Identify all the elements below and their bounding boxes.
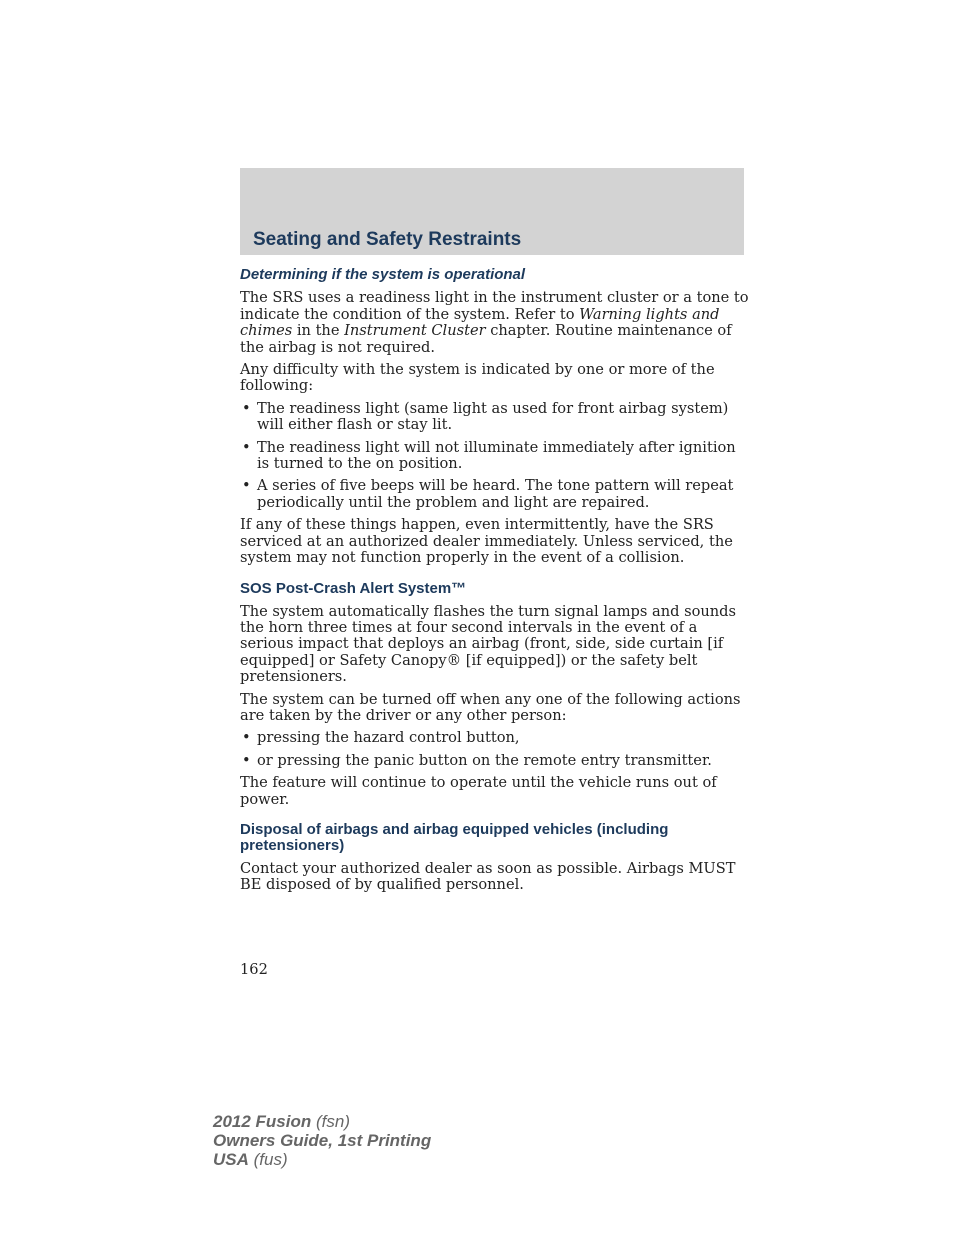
list-item: • A series of five beeps will be heard. The tone pattern will repeat periodically until the problem and light are repaired. (240, 478, 750, 511)
difficulty-list (240, 401, 750, 511)
footer-model-code: (fsn) (311, 1112, 350, 1131)
text-run: The SRS uses a readiness light in the instrument cluster or a tone to indicate the condition of the system. Refer to (240, 289, 749, 323)
list-item: • or pressing the panic button on the remote entry transmitter. (240, 753, 750, 769)
document-footer (213, 1112, 431, 1169)
heading-operational: Determining if the system is operational (240, 266, 526, 283)
reference-instrument-cluster: Instrument Cluster (344, 322, 486, 340)
footer-line-model (213, 1112, 431, 1131)
heading-sos: SOS Post-Crash Alert System™ (240, 579, 467, 597)
text-run: chapter. Routine maintenance of the airbag is not required. (240, 322, 732, 356)
turn-off-list (240, 730, 750, 769)
paragraph-difficulty: Any difficulty with the system is indicated by one or more of the following: (240, 361, 715, 395)
paragraph-service: If any of these things happen, even intermittently, have the SRS serviced at an authorized dealer immediately. Unless serviced, the system may not function properly in the event of a collision. (240, 516, 733, 567)
page-content (240, 267, 750, 900)
footer-line-guide (213, 1131, 431, 1150)
reference-warning-lights: Warning lights and chimes (240, 305, 720, 340)
footer-market: USA (213, 1150, 249, 1169)
list-item: • The readiness light will not illuminate immediately after ignition is turned to the on position. (240, 440, 750, 473)
paragraph-disposal: Contact your authorized dealer as soon as possible. Airbags MUST BE disposed of by qualified personnel. (240, 859, 736, 894)
paragraph-sos-power: The feature will continue to operate until the vehicle runs out of power. (240, 774, 717, 808)
page-number: 162 (240, 961, 268, 978)
paragraph-sos-description: The system automatically flashes the turn signal lamps and sounds the horn three times at four second intervals in the event of a serious impact that deploys an airbag (front, side, side curtain [if equipped] or Safety Canopy® [if equipped]) or the safety belt pretensioners. (240, 602, 736, 686)
list-item: • pressing the hazard control button, (240, 730, 750, 746)
section-header-band (240, 168, 744, 255)
paragraph-srs-readiness (240, 290, 750, 356)
footer-line-market (213, 1150, 431, 1169)
footer-guide: Owners Guide, 1st Printing (213, 1131, 432, 1150)
text-run: in the (292, 322, 345, 340)
footer-market-code: (fus) (248, 1150, 288, 1169)
section-title: Seating and Safety Restraints (253, 229, 522, 250)
footer-model: 2012 Fusion (213, 1112, 312, 1131)
heading-disposal: Disposal of airbags and airbag equipped vehicles (including pretensioners) (240, 820, 669, 854)
list-item: • The readiness light (same light as used for front airbag system) will either flash or stay lit. (240, 401, 750, 434)
paragraph-sos-turn-off: The system can be turned off when any one of the following actions are taken by the driver or any other person: (240, 690, 741, 724)
